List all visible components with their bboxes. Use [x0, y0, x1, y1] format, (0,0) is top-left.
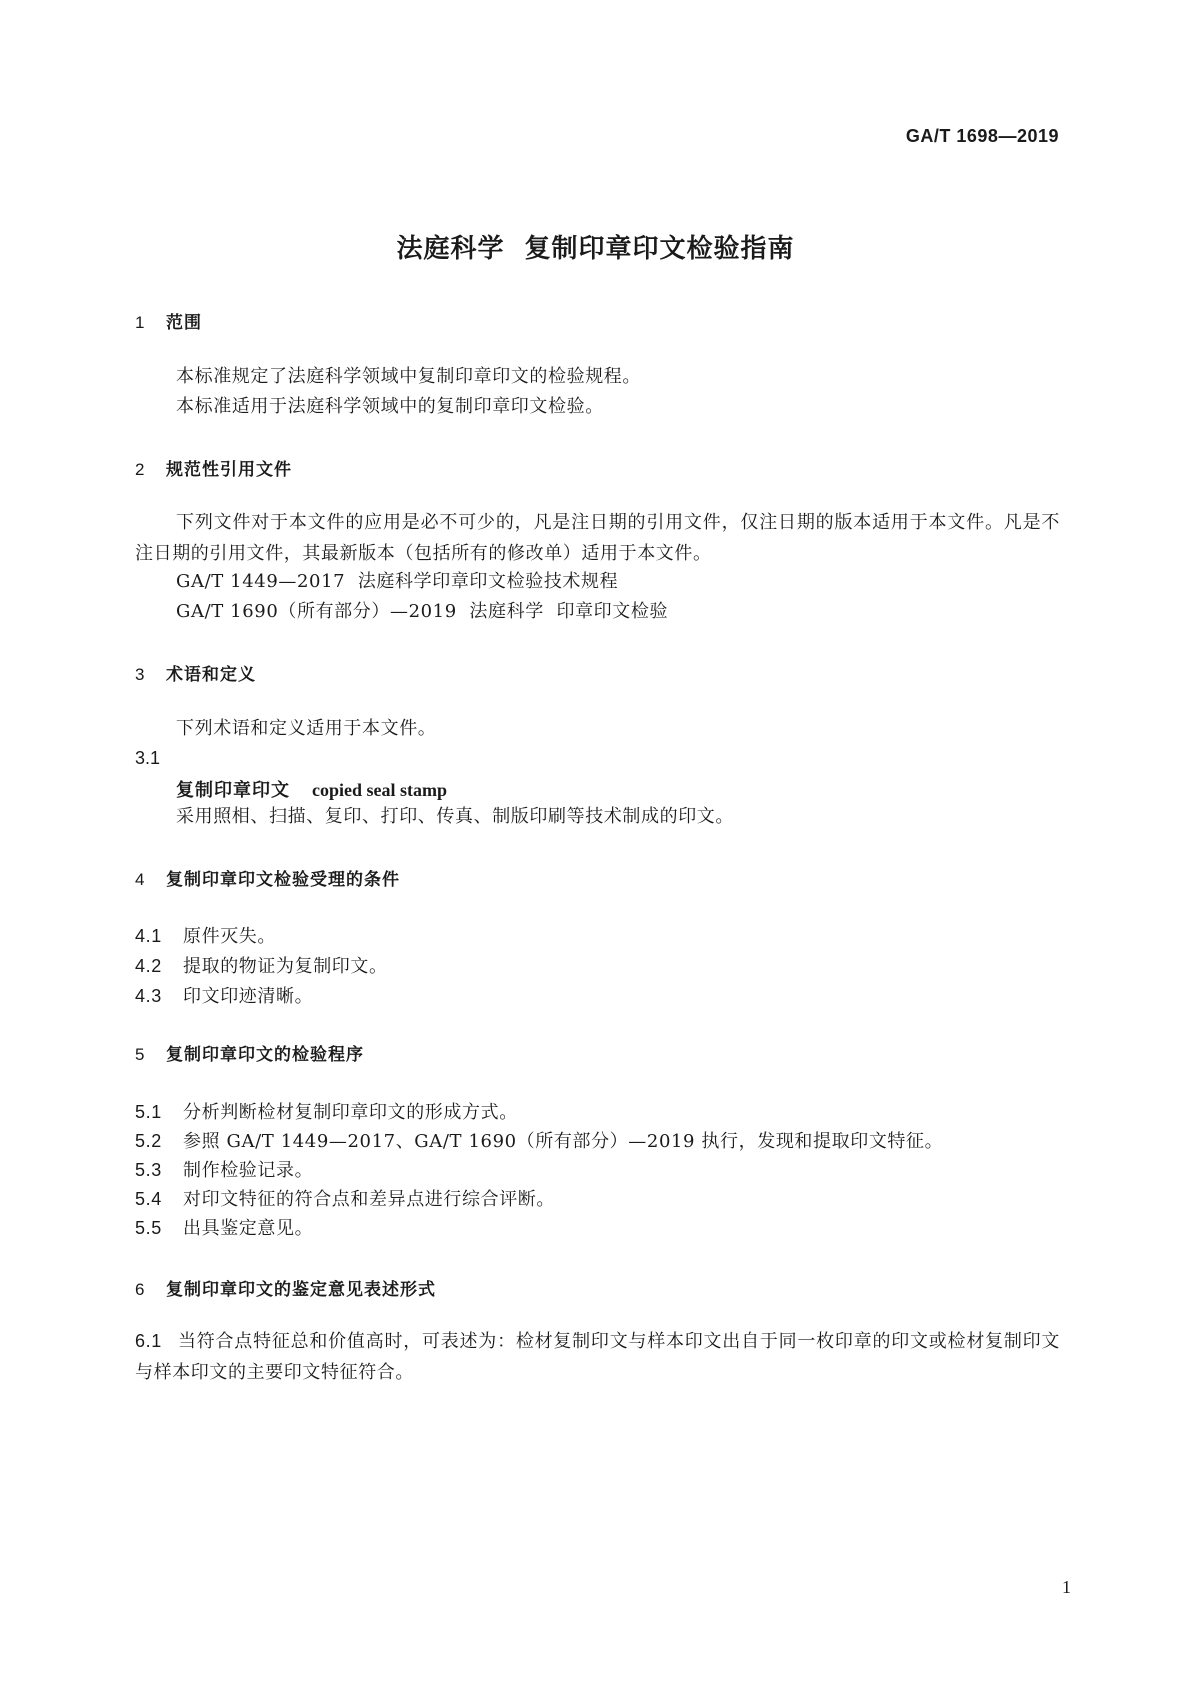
section-title: 术语和定义 [166, 665, 256, 685]
item-number: 4.3 [135, 986, 162, 1006]
term-english: copied seal stamp [312, 780, 447, 800]
item-text: 制作检验记录。 [183, 1160, 314, 1181]
section-6-heading [135, 1275, 436, 1300]
list-item [135, 1214, 313, 1240]
item-text: 分析判断检材复制印章印文的形成方式。 [183, 1102, 518, 1123]
section-number: 2 [135, 460, 146, 479]
paragraph: 本标准适用于法庭科学领域中的复制印章印文检验。 [176, 396, 604, 417]
term-name [176, 776, 447, 802]
section-title: 复制印章印文的检验程序 [166, 1045, 364, 1065]
list-item [135, 1098, 518, 1124]
item-text: 提取的物证为复制印文。 [183, 956, 388, 977]
section-title: 范围 [166, 313, 202, 333]
item-number: 5.1 [135, 1102, 162, 1122]
clause-6-1 [135, 1326, 1060, 1388]
section-title: 复制印章印文检验受理的条件 [166, 870, 400, 890]
item-number: 4.1 [135, 926, 162, 946]
reference-item: GA/T 1449—2017 法庭科学印章印文检验技术规程 [176, 571, 619, 592]
term-definition: 采用照相、扫描、复印、打印、传真、制版印刷等技术制成的印文。 [176, 806, 734, 827]
item-number: 5.2 [135, 1131, 162, 1151]
section-number: 5 [135, 1045, 146, 1064]
item-number: 5.5 [135, 1218, 162, 1238]
section-1-heading [135, 308, 202, 333]
section-number: 3 [135, 665, 146, 684]
section-4-heading [135, 865, 400, 890]
item-text: 参照 GA/T 1449—2017、GA/T 1690（所有部分）—2019 执行，发现和提取印文特征。 [183, 1131, 944, 1152]
item-number: 4.2 [135, 956, 162, 976]
item-text: 当符合点特征总和价值高时，可表述为：检材复制印文与样本印文出自于同一枚印章的印文或检材复制印文与样本印文的主要印文特征符合。 [135, 1331, 1060, 1383]
term-number: 3.1 [135, 748, 161, 768]
item-text: 原件灭失。 [183, 926, 276, 947]
section-5-heading [135, 1040, 364, 1065]
paragraph: 本标准规定了法庭科学领域中复制印章印文的检验规程。 [176, 366, 641, 387]
section-2-heading [135, 455, 292, 480]
document-title: 法庭科学 复制印章印文检验指南 [396, 234, 795, 264]
section-number: 6 [135, 1280, 146, 1299]
list-item [135, 1127, 943, 1153]
section-3-heading [135, 660, 256, 685]
list-item [135, 1185, 555, 1211]
item-text: 出具鉴定意见。 [183, 1218, 314, 1239]
list-item [135, 982, 313, 1008]
page-number: 1 [1062, 1577, 1071, 1597]
standard-code: GA/T 1698—2019 [905, 126, 1059, 146]
list-item [135, 952, 388, 978]
paragraph: 下列术语和定义适用于本文件。 [176, 718, 437, 739]
item-number: 5.4 [135, 1189, 162, 1209]
reference-item: GA/T 1690（所有部分）—2019 法庭科学 印章印文检验 [176, 601, 669, 622]
item-text: 印文印迹清晰。 [183, 986, 314, 1007]
list-item [135, 922, 276, 948]
item-text: 对印文特征的符合点和差异点进行综合评断。 [183, 1189, 555, 1210]
paragraph: 下列文件对于本文件的应用是必不可少的，凡是注日期的引用文件，仅注日期的版本适用于本文件。凡是不注日期的引用文件，其最新版本（包括所有的修改单）适用于本文件。 [135, 512, 1060, 564]
item-number: 5.3 [135, 1160, 162, 1180]
section-title: 规范性引用文件 [166, 460, 292, 480]
item-number: 6.1 [135, 1331, 162, 1351]
term-chinese: 复制印章印文 [176, 780, 290, 801]
section-number: 4 [135, 870, 146, 889]
section-number: 1 [135, 313, 146, 332]
list-item [135, 1156, 313, 1182]
section-title: 复制印章印文的鉴定意见表述形式 [166, 1280, 436, 1300]
